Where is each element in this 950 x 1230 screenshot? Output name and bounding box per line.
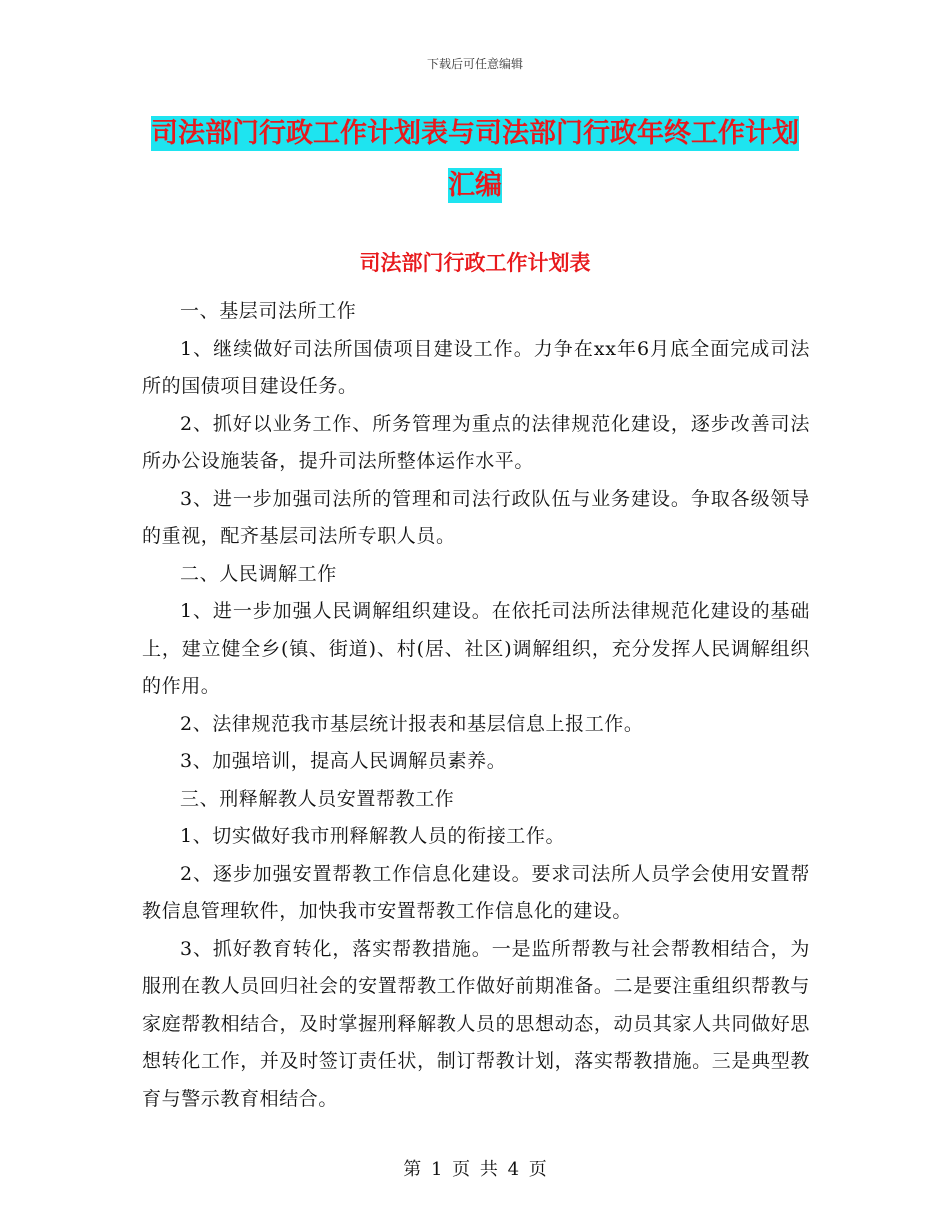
- paragraph: 二、人民调解工作: [180, 562, 337, 585]
- paragraph: 一、基层司法所工作: [180, 300, 357, 322]
- paragraph: 三、刑释解教人员安置帮教工作: [180, 787, 455, 810]
- document-title: [140, 108, 810, 212]
- paragraph: 2、逐步加强安置帮教工作信息化建设。要求司法所人员学会使用安置帮教信息管理软件，加快我市安置帮教工作信息化的建设。: [142, 862, 810, 922]
- paragraph: 3、抓好教育转化，落实帮教措施。一是监所帮教与社会帮教相结合，为服刑在教人员回归社会的安置帮教工作做好前期准备。二是要注重组织帮教与家庭帮教相结合，及时掌握刑释解教人员的思想动态，动员其家人共同做好思想转化工作，并及时签订责任状，制订帮教计划，落实帮教措施。三是典型教育与警示教育相结合。: [142, 937, 810, 1110]
- header-note: 下载后可任意编辑: [426, 57, 523, 71]
- document-title-text: 司法部门行政工作计划表与司法部门行政年终工作计划汇编: [151, 118, 799, 201]
- paragraph: 1、进一步加强人民调解组织建设。在依托司法所法律规范化建设的基础上，建立健全乡(镇、街道)、村(居、社区)调解组织，充分发挥人民调解组织的作用。: [142, 600, 810, 697]
- paragraph: 1、切实做好我市刑释解教人员的衔接工作。: [180, 825, 566, 847]
- section-title: 司法部门行政工作计划表: [359, 251, 591, 275]
- document-body: [142, 293, 810, 1118]
- paragraph: 3、加强培训，提高人民调解员素养。: [180, 750, 507, 772]
- paragraph: 2、法律规范我市基层统计报表和基层信息上报工作。: [180, 712, 644, 735]
- paragraph: 1、继续做好司法所国债项目建设工作。力争在xx年6月底全面完成司法所的国债项目建设任务。: [142, 337, 810, 397]
- paragraph: 2、抓好以业务工作、所务管理为重点的法律规范化建设，逐步改善司法所办公设施装备，提升司法所整体运作水平。: [142, 412, 810, 472]
- paragraph: 3、进一步加强司法所的管理和司法行政队伍与业务建设。争取各级领导的重视，配齐基层司法所专职人员。: [142, 487, 810, 547]
- page-number: 第 1 页 共 4 页: [403, 1159, 547, 1180]
